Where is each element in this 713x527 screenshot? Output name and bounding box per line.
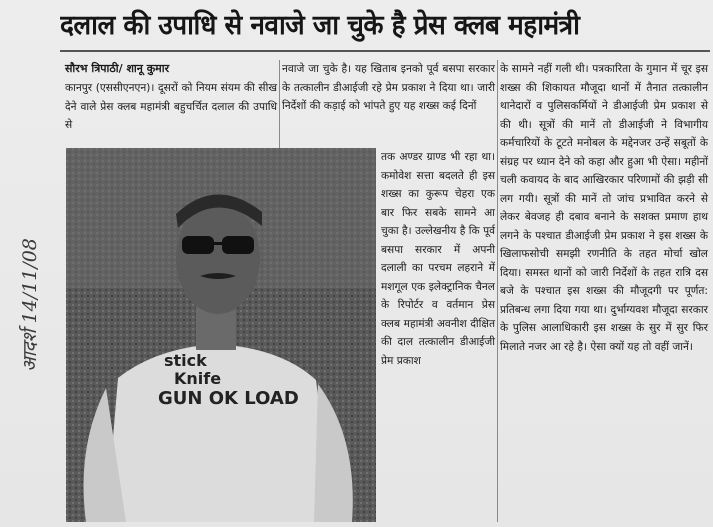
headline-rule xyxy=(60,50,710,52)
news-photo xyxy=(66,148,376,522)
handwritten-note-text: आदर्श 14/11/08 xyxy=(19,238,41,372)
shirt-text-3: GUN OK LOAD xyxy=(158,388,299,409)
article-column-1 xyxy=(65,79,277,135)
handwritten-note xyxy=(4,90,54,520)
column-3-text: के सामने नहीं गली थी। पत्रकारिता के गुमान में चूर इस शख्स की शिकायत मौजूदा थानों में तैनात तत्कालीन थानेदारों व पुलिसकर्मियों ने डीआईजी प्रेम प्रकाश से की थी। सूत्रों की मानें तो डीआईजी ने विभागीय कर्मचारियों के टूटते मनोबल के मद्देनजर उन्हें सबूतों के संग्रह पर ध्यान देने को कहा और हुआ भी ऐसा। महीनों चली कवायद के बाद आखिरकार परिणामों की झड़ी सी लग गयी। सूत्रों की मानें तो जांच प्रभावित करने से लेकर बेवजह ही दबाव बनाने के सशक्त प्रमाण हाथ लगने के पश्चात डीआईजी प्रेम प्रकाश ने इस शख्स के खिलाफसोची समझी रणनीति के तहत मोर्चा खोल दिया। समस्त थानों को जारी निर्देशों के तहत रात्रि दस बजे के पश्चात इस शख्स की मौजूदगी पर पूर्णत: प्रतिबन्ध लगा दिया गया था। दुर्भाग्यवश मौजूदा सरकार के पुलिस आलाधिकारी इस शख्स के सुर में सुर फिर मिलाते नजर आ रहे है। ऐसा क्यों यह तो वहीं जानें। xyxy=(500,63,708,353)
article-column-2-side xyxy=(381,148,495,370)
article-column-3 xyxy=(500,60,708,356)
headline: दलाल की उपाधि से नवाजे जा चुके है प्रेस क्लब महामंत्री xyxy=(60,10,580,41)
column-divider xyxy=(279,60,280,148)
byline: सौरभ त्रिपाठी/ शानू कुमार xyxy=(65,62,170,75)
column-2-top-text: नवाजे जा चुके है। यह खिताब इनको पूर्व बसपा सरकार के तत्कालीन डीआईजी रहे प्रेम प्रकाश ने दिया था। जारी निर्देशों की कड़ाई को भांपते हुए यह शख्स कई दिनों xyxy=(282,63,495,112)
article-column-2-top xyxy=(282,60,495,116)
shirt-text-2: Knife xyxy=(174,369,222,388)
shirt-text-1: stick xyxy=(164,351,207,370)
column-divider xyxy=(497,60,498,522)
column-1-text: कानपुर (एससीएनएन)। दूसरों को नियम संयम की सीख देने वाले प्रेस क्लब महामंत्री बहुचर्चित दलाल की उपाधि से xyxy=(65,82,277,131)
person-photo xyxy=(66,148,376,522)
column-2-side-text: तक अण्डर ग्राण्ड भी रहा था। कमोवेश सत्ता बदलते ही इस शख्स का कुरूप चेहरा एक बार फिर सबके सामने आ चुका है। उल्लेखनीय है कि पूर्व बसपा सरकार में अपनी दलाली का परचम लहराने में मशगूल एक इलेक्ट्रानिक चैनल के रिपोर्टर व वर्तमान प्रेस क्लब महामंत्री अवनीश दीक्षित की दाल तत्कालीन डीआईजी प्रेम प्रकाश xyxy=(381,151,495,367)
